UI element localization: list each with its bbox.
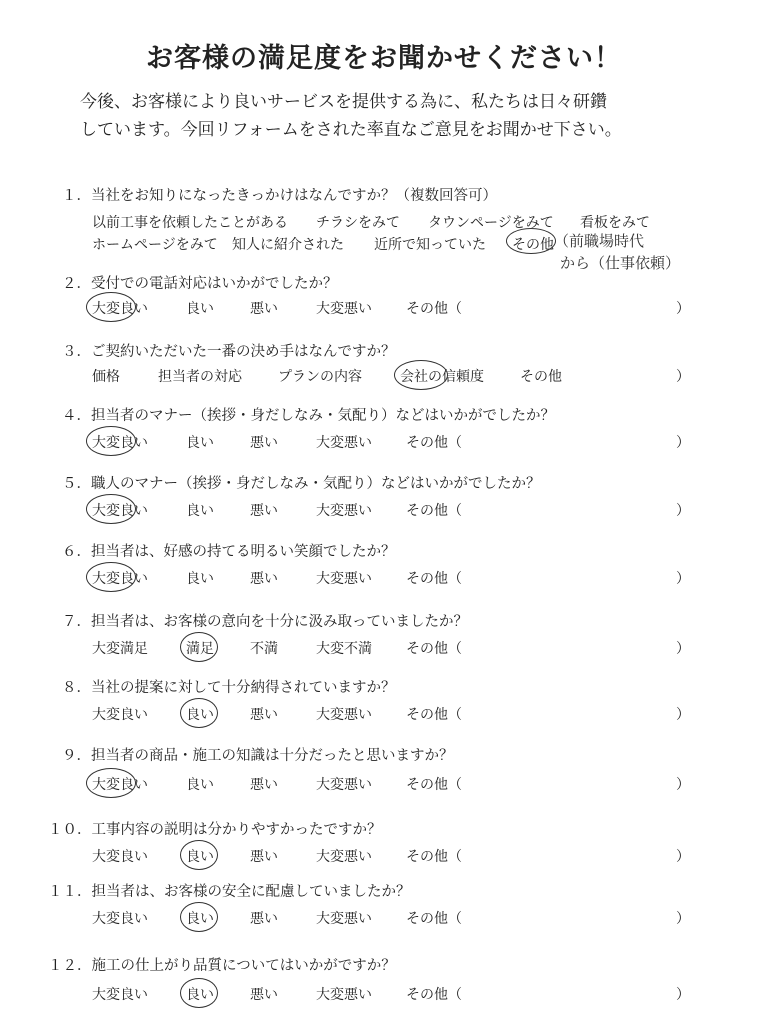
q9-option-good[interactable]: 良い <box>186 777 214 793</box>
q3-option-other[interactable]: その他 <box>520 369 562 385</box>
q4-option-very-good[interactable]: 大変良い <box>92 435 148 451</box>
q1-handwritten-note-1: （前職場時代 <box>554 232 645 250</box>
q7-option-satisfied[interactable]: 満足 <box>186 641 214 657</box>
q5-option-very-bad[interactable]: 大変悪い <box>316 503 372 519</box>
q12-option-good[interactable]: 良い <box>186 987 214 1003</box>
question-8: ８．当社の提案に対して十分納得されていますか？ <box>62 680 396 696</box>
q8-option-very-good[interactable]: 大変良い <box>92 707 148 723</box>
q1-option-homepage[interactable]: ホームページをみて <box>92 237 218 253</box>
question-9: ９．担当者の商品・施工の知識は十分だったと思いますか？ <box>62 748 454 764</box>
q12-option-very-good[interactable]: 大変良い <box>92 987 148 1003</box>
q6-option-other[interactable]: その他（ <box>406 571 462 587</box>
q1-option-flyer[interactable]: チラシをみて <box>316 215 400 231</box>
q6-close-paren: ） <box>676 571 690 587</box>
question-3: ３．ご契約いただいた一番の決め手はなんですか？ <box>62 344 396 360</box>
survey-title: お客様の満足度をお聞かせください！ <box>146 43 622 74</box>
q2-option-bad[interactable]: 悪い <box>250 301 278 317</box>
q4-close-paren: ） <box>676 435 690 451</box>
q1-option-past-work[interactable]: 以前工事を依頼したことがある <box>92 215 288 231</box>
q9-option-very-good[interactable]: 大変良い <box>92 777 148 793</box>
q5-option-other[interactable]: その他（ <box>406 503 462 519</box>
q4-option-bad[interactable]: 悪い <box>250 435 278 451</box>
question-12: １２．施工の仕上がり品質についてはいかがですか？ <box>48 958 396 974</box>
question-7: ７．担当者は、お客様の意向を十分に汲み取っていましたか？ <box>62 614 468 630</box>
q10-option-good[interactable]: 良い <box>186 849 214 865</box>
q5-option-bad[interactable]: 悪い <box>250 503 278 519</box>
q7-option-other[interactable]: その他（ <box>406 641 462 657</box>
q9-option-other[interactable]: その他（ <box>406 777 462 793</box>
q2-option-other[interactable]: その他（ <box>406 301 462 317</box>
q10-option-bad[interactable]: 悪い <box>250 849 278 865</box>
q1-option-neighborhood[interactable]: 近所で知っていた <box>374 237 486 253</box>
intro-text <box>80 88 720 144</box>
q10-option-other[interactable]: その他（ <box>406 849 462 865</box>
q10-option-very-good[interactable]: 大変良い <box>92 849 148 865</box>
q5-option-very-good[interactable]: 大変良い <box>92 503 148 519</box>
question-2: ２．受付での電話対応はいかがでしたか？ <box>62 276 338 292</box>
q4-option-other[interactable]: その他（ <box>406 435 462 451</box>
q2-close-paren: ） <box>676 301 690 317</box>
q11-option-good[interactable]: 良い <box>186 911 214 927</box>
q11-close-paren: ） <box>676 911 690 927</box>
q6-option-very-good[interactable]: 大変良い <box>92 571 148 587</box>
q8-option-good[interactable]: 良い <box>186 707 214 723</box>
q11-option-bad[interactable]: 悪い <box>250 911 278 927</box>
q1-handwritten-note-2: から（仕事依頼） <box>560 254 681 272</box>
q12-option-very-bad[interactable]: 大変悪い <box>316 987 372 1003</box>
q11-option-very-bad[interactable]: 大変悪い <box>316 911 372 927</box>
q8-close-paren: ） <box>676 707 690 723</box>
question-10: １０．工事内容の説明は分かりやすかったですか？ <box>48 822 382 838</box>
q1-option-townpage[interactable]: タウンページをみて <box>428 215 554 231</box>
q9-close-paren: ） <box>676 777 690 793</box>
q5-option-good[interactable]: 良い <box>186 503 214 519</box>
question-6: ６．担当者は、好感の持てる明るい笑顔でしたか？ <box>62 544 396 560</box>
intro-line-2: しています。今回リフォームをされた率直なご意見をお聞かせ下さい。 <box>80 120 622 140</box>
q6-option-good[interactable]: 良い <box>186 571 214 587</box>
q11-option-very-good[interactable]: 大変良い <box>92 911 148 927</box>
q3-option-staff-response[interactable]: 担当者の対応 <box>158 369 242 385</box>
q1-option-signboard[interactable]: 看板をみて <box>580 215 650 231</box>
question-11: １１．担当者は、お客様の安全に配慮していましたか？ <box>48 884 411 900</box>
intro-line-1: 今後、お客様により良いサービスを提供する為に、私たちは日々研鑽 <box>80 92 607 112</box>
q8-option-very-bad[interactable]: 大変悪い <box>316 707 372 723</box>
q9-option-bad[interactable]: 悪い <box>250 777 278 793</box>
q3-option-company-trust[interactable]: 会社の信頼度 <box>400 369 484 385</box>
q4-option-very-bad[interactable]: 大変悪い <box>316 435 372 451</box>
q8-option-other[interactable]: その他（ <box>406 707 462 723</box>
q8-option-bad[interactable]: 悪い <box>250 707 278 723</box>
q7-option-unsatisfied[interactable]: 不満 <box>250 641 278 657</box>
q6-option-bad[interactable]: 悪い <box>250 571 278 587</box>
q9-option-very-bad[interactable]: 大変悪い <box>316 777 372 793</box>
q12-option-other[interactable]: その他（ <box>406 987 462 1003</box>
q7-option-very-unsatisfied[interactable]: 大変不満 <box>316 641 372 657</box>
q1-option-referral[interactable]: 知人に紹介された <box>232 237 344 253</box>
question-4: ４．担当者のマナー（挨拶・身だしなみ・気配り）などはいかがでしたか？ <box>62 408 555 424</box>
q12-option-bad[interactable]: 悪い <box>250 987 278 1003</box>
q3-option-price[interactable]: 価格 <box>92 369 120 385</box>
q12-close-paren: ） <box>676 987 690 1003</box>
q2-option-good[interactable]: 良い <box>186 301 214 317</box>
q4-option-good[interactable]: 良い <box>186 435 214 451</box>
q5-close-paren: ） <box>676 503 690 519</box>
q1-option-other[interactable]: その他 <box>512 237 554 253</box>
q3-close-paren: ） <box>676 369 690 385</box>
q2-option-very-good[interactable]: 大変良い <box>92 301 148 317</box>
q2-option-very-bad[interactable]: 大変悪い <box>316 301 372 317</box>
q7-close-paren: ） <box>676 641 690 657</box>
q10-option-very-bad[interactable]: 大変悪い <box>316 849 372 865</box>
q10-close-paren: ） <box>676 849 690 865</box>
q6-option-very-bad[interactable]: 大変悪い <box>316 571 372 587</box>
q3-option-plan-content[interactable]: プランの内容 <box>278 369 362 385</box>
q7-option-very-satisfied[interactable]: 大変満足 <box>92 641 148 657</box>
q11-option-other[interactable]: その他（ <box>406 911 462 927</box>
question-5: ５．職人のマナー（挨拶・身だしなみ・気配り）などはいかがでしたか？ <box>62 476 541 492</box>
question-1: １．当社をお知りになったきっかけはなんですか？（複数回答可） <box>62 188 497 204</box>
